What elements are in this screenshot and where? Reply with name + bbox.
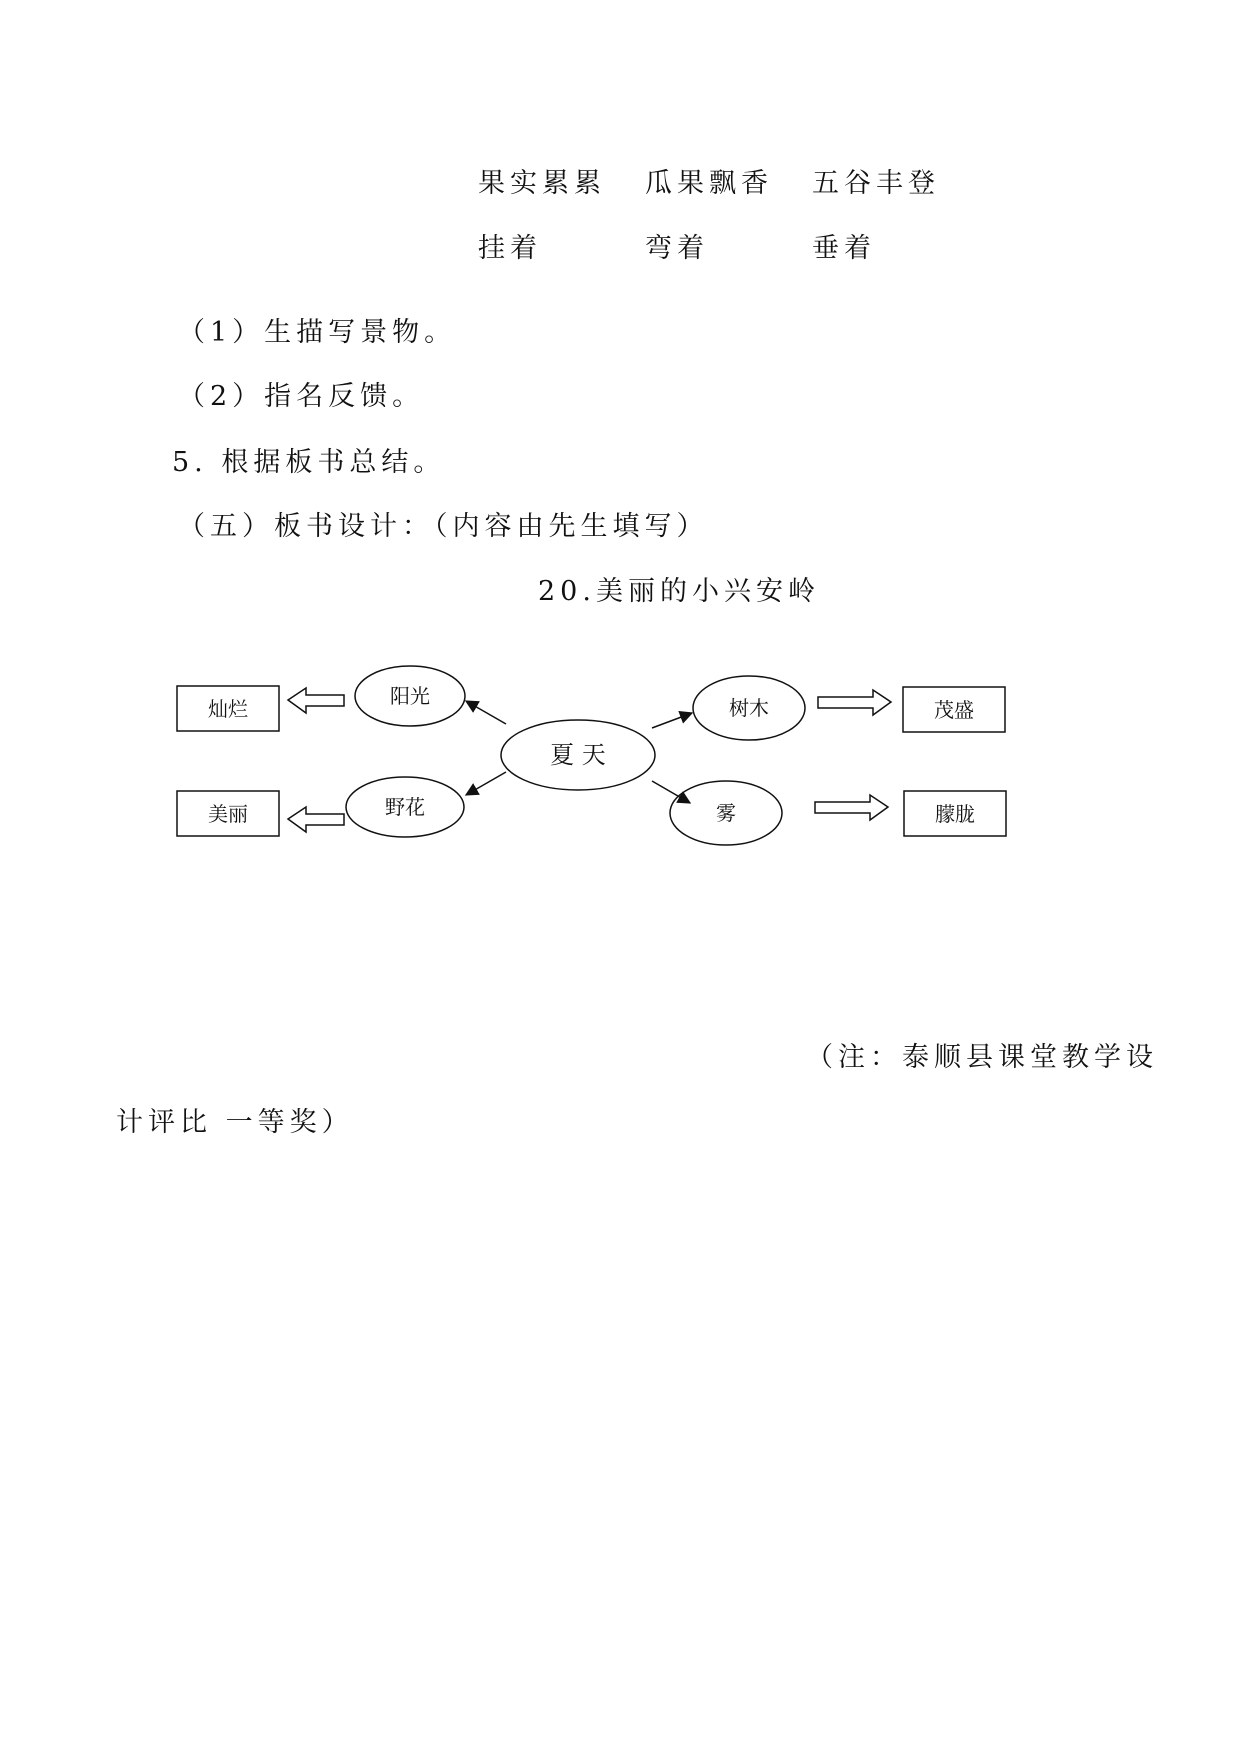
trees-label: 树木 bbox=[729, 696, 769, 720]
word-row2-col2: 弯着 bbox=[645, 233, 709, 264]
result-lush: 茂盛 bbox=[934, 698, 974, 722]
word-row1-col1: 果实累累 bbox=[478, 168, 606, 199]
block-arrow-sunlight bbox=[288, 688, 344, 713]
center-label: 夏 天 bbox=[550, 741, 606, 769]
result-beautiful: 美丽 bbox=[208, 802, 248, 826]
result-bright: 灿烂 bbox=[208, 697, 248, 721]
step-describe: （1）生描写景物。 bbox=[178, 317, 457, 348]
arrow-to-trees bbox=[652, 713, 692, 728]
flowers-label: 野花 bbox=[385, 795, 425, 819]
fog-label: 雾 bbox=[716, 801, 736, 825]
word-row2-col1: 挂着 bbox=[478, 233, 542, 264]
word-row1-col3: 五谷丰登 bbox=[812, 168, 940, 199]
note-line2: 计评比 一等奖） bbox=[116, 1107, 354, 1138]
arrow-to-sunlight bbox=[466, 701, 506, 724]
block-arrow-flowers bbox=[288, 807, 344, 832]
board-title: 20.美丽的小兴安岭 bbox=[538, 576, 820, 607]
sunlight-label: 阳光 bbox=[390, 684, 430, 708]
arrow-to-flowers bbox=[466, 772, 506, 795]
block-arrow-trees bbox=[818, 690, 891, 715]
note-line1: （注：泰顺县课堂教学设 bbox=[806, 1042, 1158, 1073]
step-board-design: （五）板书设计：（内容由先生填写） bbox=[178, 511, 709, 542]
word-row2-col3: 垂着 bbox=[812, 233, 876, 264]
word-row1-col2: 瓜果飘香 bbox=[645, 168, 773, 199]
step-summary: 5. 根据板书总结。 bbox=[172, 447, 446, 478]
step-feedback: （2）指名反馈。 bbox=[178, 381, 425, 412]
block-arrow-fog bbox=[815, 795, 888, 820]
result-hazy: 朦胧 bbox=[935, 802, 975, 826]
